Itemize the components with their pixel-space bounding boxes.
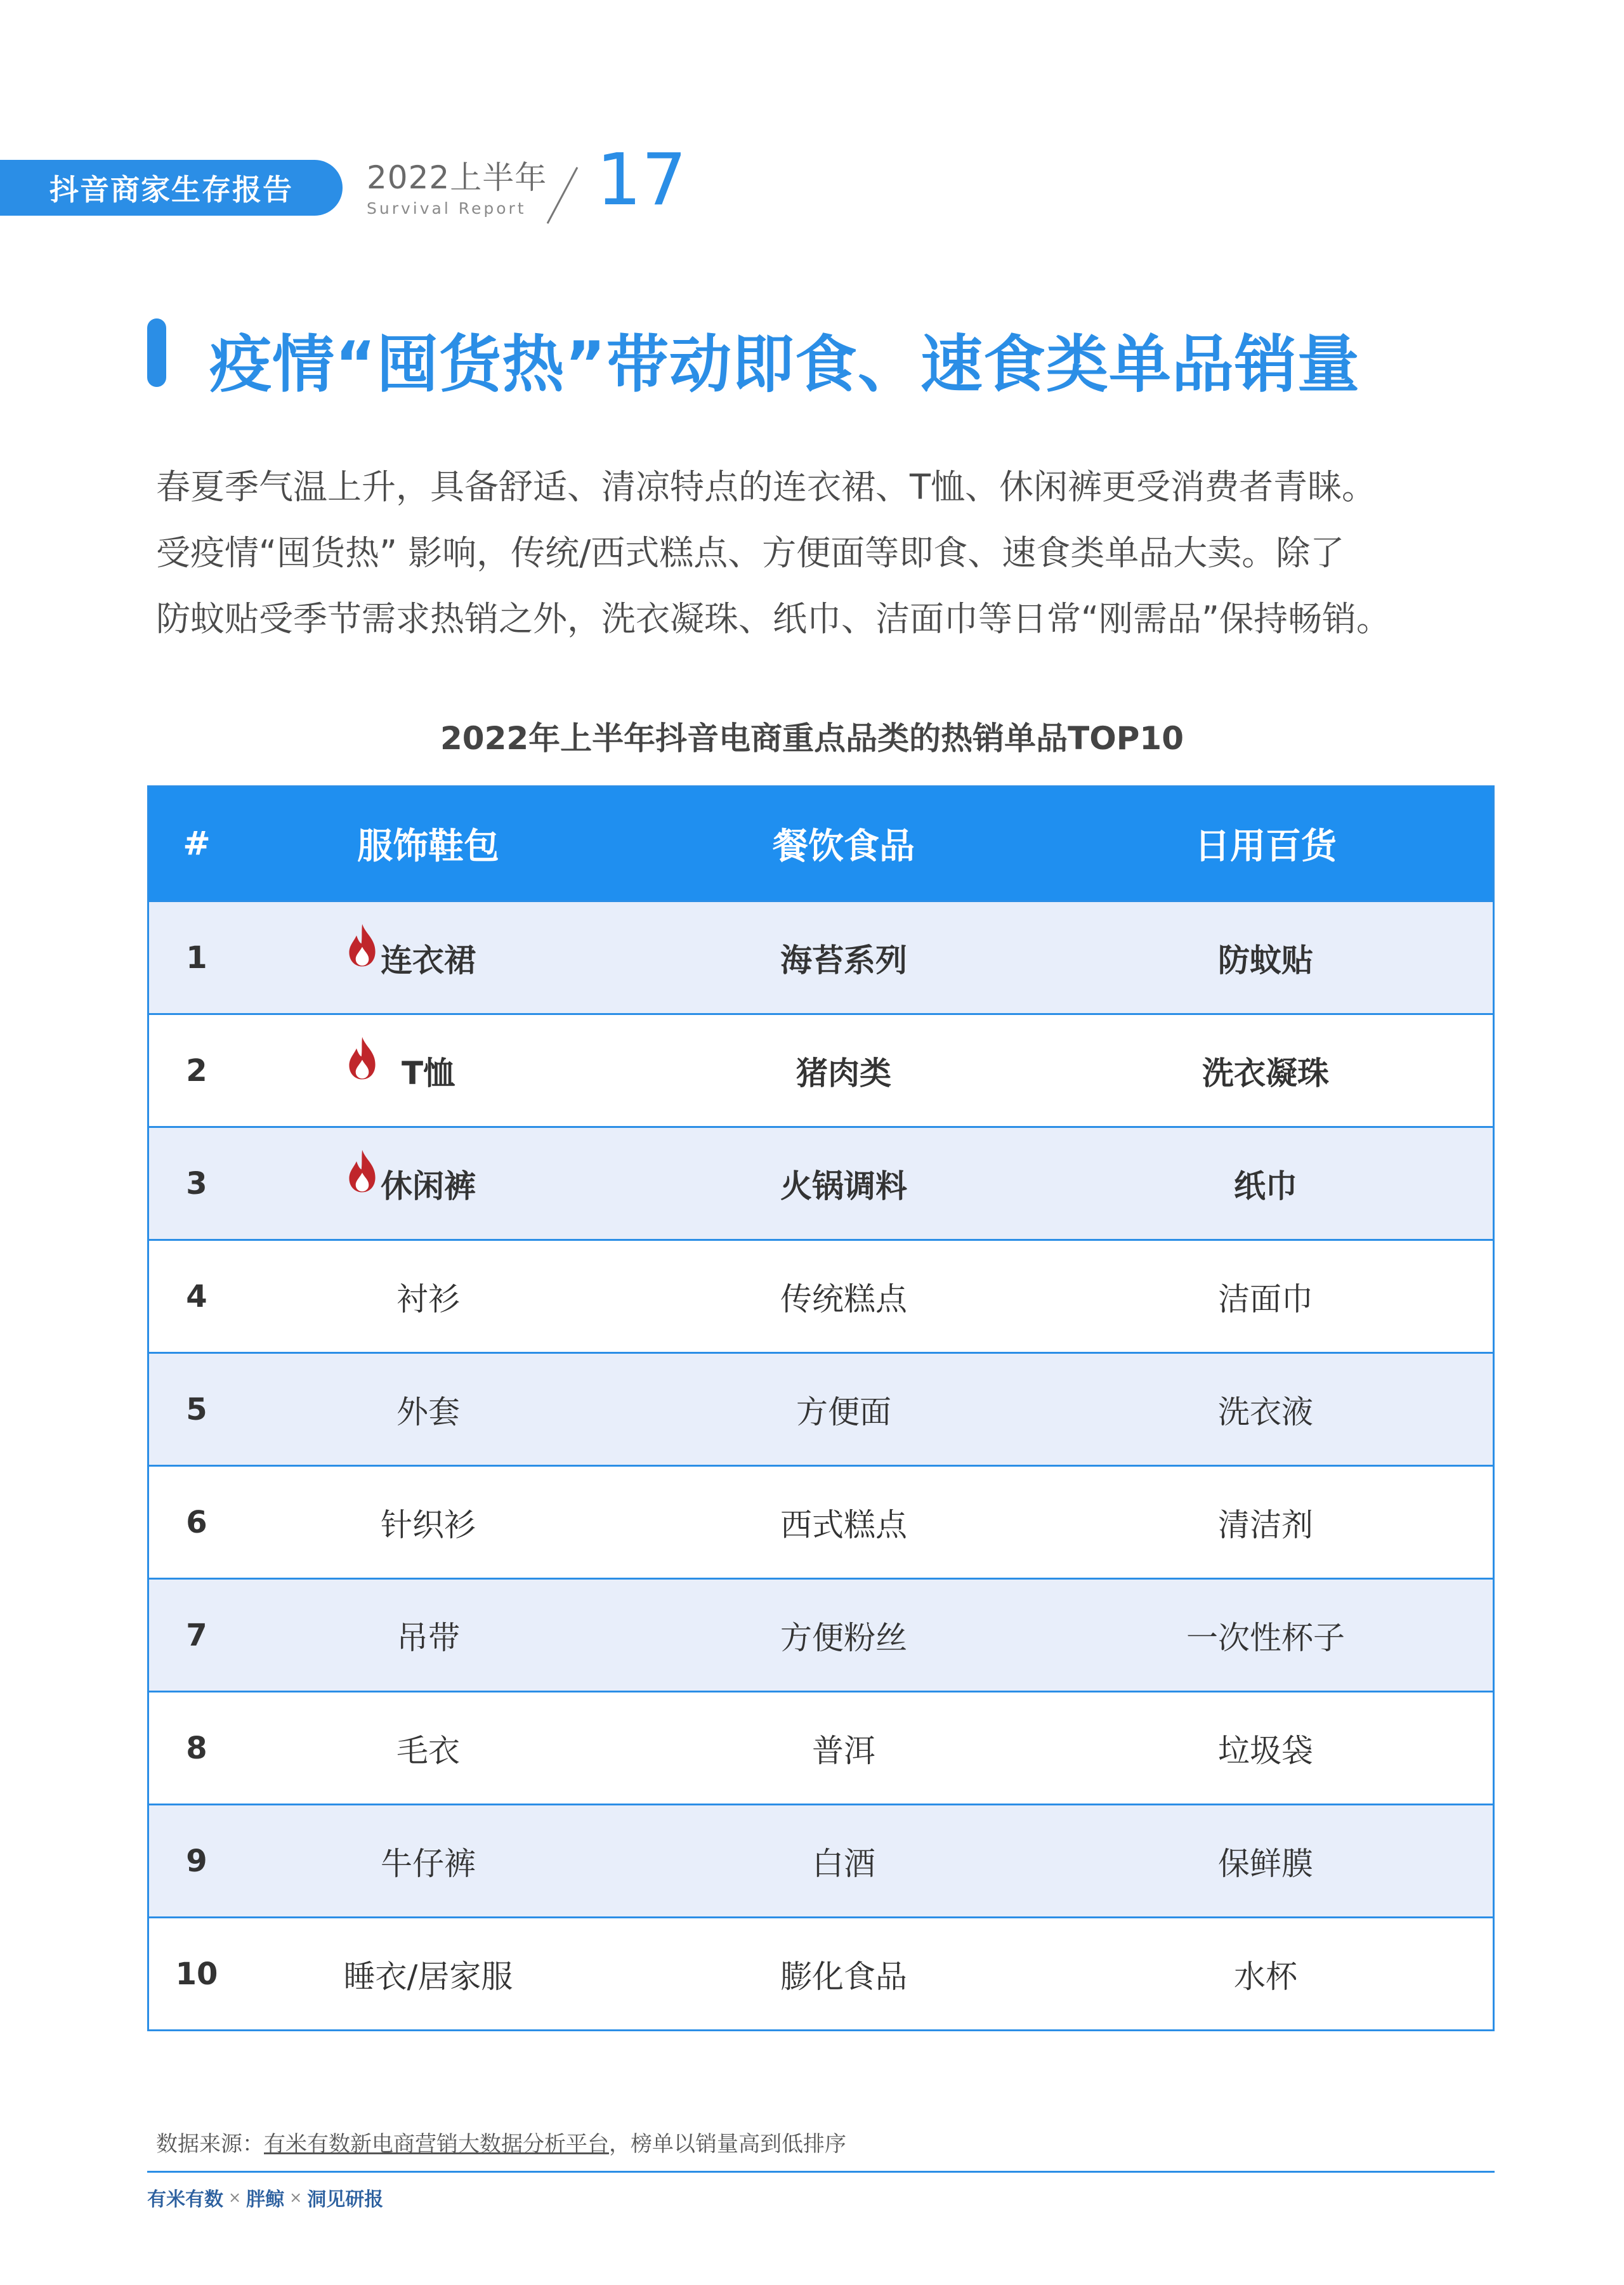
rank-cell bbox=[149, 1956, 244, 1992]
table-row bbox=[149, 1916, 1493, 2029]
title-accent-bar bbox=[147, 318, 166, 387]
header-divider bbox=[547, 167, 579, 224]
intro-paragraph bbox=[156, 454, 1539, 652]
rank-cell bbox=[149, 1053, 244, 1089]
table-body bbox=[149, 900, 1493, 2029]
report-brand-tag bbox=[0, 160, 343, 216]
daily-cell-text: 防蚊贴 bbox=[1218, 941, 1313, 979]
rank-cell-text: 7 bbox=[186, 1617, 207, 1653]
food-cell bbox=[612, 1613, 1075, 1658]
apparel-cell-text: 吊带 bbox=[396, 1619, 460, 1656]
daily-cell bbox=[1075, 1048, 1456, 1094]
flame-icon bbox=[346, 1148, 379, 1194]
rank-cell-text: 9 bbox=[186, 1843, 207, 1879]
apparel-cell bbox=[244, 1838, 612, 1884]
daily-cell-text: 洁面巾 bbox=[1218, 1280, 1313, 1318]
table-header-row bbox=[149, 787, 1493, 900]
food-cell bbox=[612, 1387, 1075, 1432]
source-prefix: 数据来源： bbox=[156, 2131, 264, 2157]
apparel-cell bbox=[244, 1500, 612, 1545]
logo-djyanbao: 洞见研报 bbox=[307, 2189, 384, 2211]
food-cell bbox=[612, 1274, 1075, 1319]
rank-cell-text: 10 bbox=[175, 1956, 218, 1992]
daily-cell-text: 水杯 bbox=[1234, 1958, 1297, 1995]
apparel-cell-text: 牛仔裤 bbox=[381, 1845, 476, 1882]
header-rank: # bbox=[183, 825, 211, 863]
apparel-cell bbox=[244, 1613, 612, 1658]
logo-separator: × bbox=[228, 2189, 242, 2206]
table-row bbox=[149, 1126, 1493, 1239]
table-row bbox=[149, 1691, 1493, 1804]
food-cell bbox=[612, 1048, 1075, 1094]
period-subtitle: Survival Report bbox=[367, 199, 527, 218]
apparel-cell-text: 休闲裤 bbox=[381, 1167, 476, 1205]
food-cell-text: 传统糕点 bbox=[780, 1280, 907, 1318]
intro-line: 春夏季气温上升，具备舒适、清凉特点的连衣裙、T恤、休闲裤更受消费者青睐。 bbox=[156, 467, 1376, 507]
data-source-note bbox=[156, 2126, 846, 2157]
period-year: 2022上半年 bbox=[367, 159, 547, 196]
intro-line: 受疫情“囤货热” 影响，传统/西式糕点、方便面等即食、速食类单品大卖。除了 bbox=[156, 533, 1345, 573]
apparel-cell bbox=[244, 1387, 612, 1432]
logo-youmi: 有米有数 bbox=[147, 2189, 223, 2211]
daily-cell-text: 纸巾 bbox=[1234, 1167, 1297, 1205]
rank-cell-text: 2 bbox=[186, 1052, 207, 1089]
apparel-cell-text: 连衣裙 bbox=[381, 941, 476, 979]
daily-cell bbox=[1075, 1725, 1456, 1771]
rank-cell-text: 3 bbox=[186, 1165, 207, 1201]
apparel-cell bbox=[244, 1048, 612, 1094]
apparel-cell bbox=[244, 1161, 612, 1207]
table-row bbox=[149, 1578, 1493, 1691]
daily-cell bbox=[1075, 1613, 1456, 1658]
food-cell bbox=[612, 1161, 1075, 1207]
source-link[interactable]: 有米有数新电商营销大数据分析平台 bbox=[264, 2131, 609, 2157]
food-cell bbox=[612, 1951, 1075, 1997]
rank-cell bbox=[149, 1618, 244, 1653]
partner-logos bbox=[147, 2184, 383, 2211]
rank-cell-text: 1 bbox=[186, 940, 207, 976]
food-cell-text: 海苔系列 bbox=[780, 941, 907, 979]
apparel-cell-text: T恤 bbox=[401, 1054, 455, 1092]
rank-cell bbox=[149, 1731, 244, 1766]
rank-cell bbox=[149, 1843, 244, 1879]
apparel-cell bbox=[244, 1274, 612, 1319]
flame-icon bbox=[346, 1035, 379, 1081]
daily-cell-text: 洗衣液 bbox=[1218, 1393, 1313, 1431]
daily-cell-text: 保鲜膜 bbox=[1218, 1845, 1313, 1882]
apparel-cell-text: 睡衣/居家服 bbox=[343, 1958, 513, 1995]
table-row bbox=[149, 1804, 1493, 1916]
food-cell-text: 火锅调料 bbox=[780, 1167, 907, 1205]
daily-cell-text: 洗衣凝珠 bbox=[1202, 1054, 1329, 1092]
page-number: 17 bbox=[596, 139, 687, 221]
rank-cell bbox=[149, 1505, 244, 1540]
table-row bbox=[149, 1352, 1493, 1465]
daily-cell bbox=[1075, 1838, 1456, 1884]
footer-divider bbox=[147, 2171, 1495, 2173]
daily-cell-text: 垃圾袋 bbox=[1218, 1732, 1313, 1769]
food-cell-text: 膨化食品 bbox=[780, 1958, 907, 1995]
table-row bbox=[149, 1465, 1493, 1578]
rank-cell-text: 8 bbox=[186, 1730, 207, 1766]
food-cell bbox=[612, 1725, 1075, 1771]
rank-cell-text: 4 bbox=[186, 1278, 207, 1314]
apparel-cell-text: 衬衫 bbox=[396, 1280, 460, 1318]
food-cell bbox=[612, 935, 1075, 981]
report-brand-label: 抖音商家生存报告 bbox=[49, 173, 293, 207]
food-cell-text: 猪肉类 bbox=[796, 1054, 891, 1092]
table-row bbox=[149, 1013, 1493, 1126]
apparel-cell-text: 外套 bbox=[396, 1393, 460, 1431]
rank-cell-text: 6 bbox=[186, 1504, 207, 1540]
header-food: 餐饮食品 bbox=[773, 826, 915, 867]
logo-separator: × bbox=[289, 2189, 303, 2206]
food-cell-text: 方便面 bbox=[796, 1393, 891, 1431]
rank-cell bbox=[149, 1279, 244, 1314]
page-title: 疫情“囤货热”带动即食、速食类单品销量 bbox=[209, 329, 1360, 401]
food-cell bbox=[612, 1838, 1075, 1884]
daily-cell bbox=[1075, 1500, 1456, 1545]
apparel-cell-text: 毛衣 bbox=[396, 1732, 460, 1769]
header-apparel: 服饰鞋包 bbox=[357, 826, 499, 867]
flame-icon bbox=[346, 922, 379, 968]
daily-cell bbox=[1075, 1274, 1456, 1319]
food-cell-text: 方便粉丝 bbox=[780, 1619, 907, 1656]
intro-line: 防蚊贴受季节需求热销之外，洗衣凝珠、纸巾、洁面巾等日常“刚需品”保持畅销。 bbox=[156, 599, 1391, 639]
table-row bbox=[149, 1239, 1493, 1352]
daily-cell-text: 清洁剂 bbox=[1218, 1506, 1313, 1543]
apparel-cell bbox=[244, 935, 612, 981]
table-row bbox=[149, 900, 1493, 1013]
table-title: 2022年上半年抖音电商重点品类的热销单品TOP10 bbox=[440, 720, 1184, 757]
report-period bbox=[367, 152, 547, 218]
rank-cell bbox=[149, 1166, 244, 1201]
daily-cell-text: 一次性杯子 bbox=[1186, 1619, 1345, 1656]
rank-cell-text: 5 bbox=[186, 1391, 207, 1427]
daily-cell bbox=[1075, 1161, 1456, 1207]
daily-cell bbox=[1075, 935, 1456, 981]
daily-cell bbox=[1075, 1387, 1456, 1432]
rank-cell bbox=[149, 940, 244, 976]
top10-table bbox=[147, 785, 1495, 2031]
daily-cell bbox=[1075, 1951, 1456, 1997]
apparel-cell-text: 针织衫 bbox=[381, 1506, 476, 1543]
food-cell-text: 西式糕点 bbox=[780, 1506, 907, 1543]
food-cell bbox=[612, 1500, 1075, 1545]
source-suffix: ，榜单以销量高到低排序 bbox=[609, 2131, 846, 2157]
header-daily: 日用百货 bbox=[1195, 826, 1337, 867]
logo-pangjing: 胖鲸 bbox=[246, 2189, 285, 2211]
apparel-cell bbox=[244, 1725, 612, 1771]
food-cell-text: 白酒 bbox=[812, 1845, 875, 1882]
apparel-cell bbox=[244, 1951, 612, 1997]
food-cell-text: 普洱 bbox=[812, 1732, 875, 1769]
rank-cell bbox=[149, 1392, 244, 1427]
